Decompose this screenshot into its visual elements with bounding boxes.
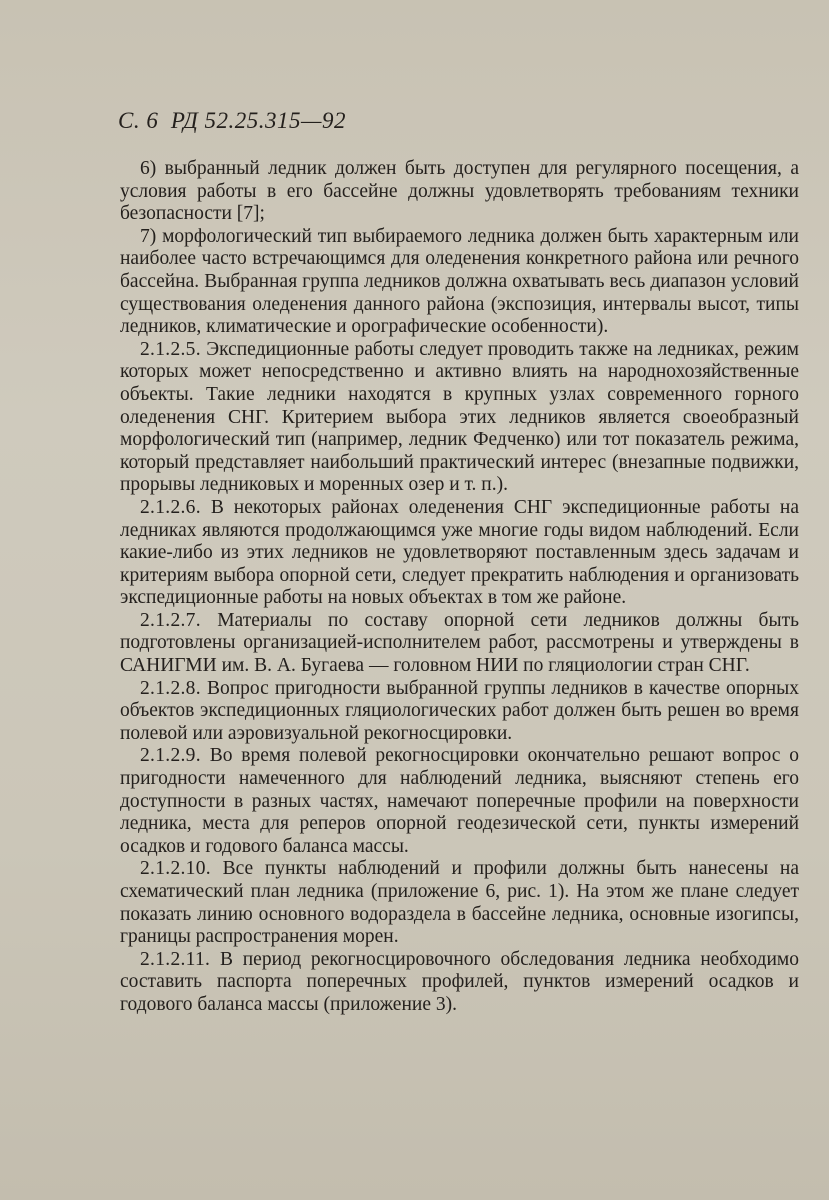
document-code: РД 52.25.315—92 <box>170 108 346 133</box>
section-number: 2.1.2.6. <box>140 496 201 518</box>
list-item-6 <box>120 158 799 226</box>
list-item-7 <box>120 226 799 339</box>
paragraph-text: В период рекогносцировочного обследования ледника необходимо составить паспорта поперечных профилей, пунктов измерений осадков и годового баланса массы (приложение 3). <box>120 948 799 1015</box>
body-text <box>120 158 799 1017</box>
paragraph-text: Экспедиционные работы следует проводить также на ледниках, режим которых может непосредственно и активно влиять на народнохозяйственные объекты. Такие ледники находятся в крупных узлах современного горного оледенения СНГ. Критерием выбора этих ледников является своеобразный морфологический тип (например, ледник Федченко) или тот показатель режима, который представляет наибольший практический интерес (внезапные подвижки, прорывы ледниковых и моренных озер и т. п.). <box>120 338 799 496</box>
section-2-1-2-10 <box>120 858 799 948</box>
section-number: 2.1.2.10. <box>140 858 211 880</box>
paragraph-text: В некоторых районах оледенения СНГ экспедиционные работы на ледниках являются продолжающимся уже многие годы видом наблюдений. Если какие-либо из этих ледников не удовлетворяют поставленным здесь задачам и критериям выбора опорной сети, следует прекратить наблюдения и организовать экспедиционные работы на новых объектах в том же районе. <box>120 496 799 609</box>
section-number: 2.1.2.8. <box>140 677 201 699</box>
section-number: 2.1.2.5. <box>140 338 201 360</box>
paragraph-text: Все пункты наблюдений и профили должны быть нанесены на схематический план ледника (приложение 6, рис. 1). На этом же плане следует показать линию основного водораздела в бассейне ледника, основные изогипсы, границы распространения морен. <box>120 858 800 948</box>
section-number: 2.1.2.11. <box>140 948 211 970</box>
section-2-1-2-8 <box>120 678 799 746</box>
section-2-1-2-5 <box>120 339 799 497</box>
section-number: 2.1.2.7. <box>140 609 201 631</box>
section-2-1-2-9 <box>120 745 799 858</box>
page-number: С. 6 <box>118 108 159 133</box>
section-2-1-2-6 <box>120 497 799 610</box>
section-2-1-2-7 <box>120 610 799 678</box>
section-number: 2.1.2.9. <box>140 745 201 767</box>
paragraph-text: Во время полевой рекогносцировки окончательно решают вопрос о пригодности намеченного для наблюдений ледника, выясняют степень его доступности в разных частях, намечают поперечные профили на поверхности ледника, места для реперов опорной геодезической сети, пункты измерений осадков и годового баланса массы. <box>120 745 800 857</box>
paragraph-text: Вопрос пригодности выбранной группы ледников в качестве опорных объектов экспедиционных гляциологических работ должен быть решен во время полевой или аэровизуальной рекогносцировки. <box>120 677 799 744</box>
page-header <box>118 108 799 134</box>
paragraph-text: 7) морфологический тип выбираемого ледника должен быть характерным или наиболее часто встречающимся для оледенения конкретного района или речного бассейна. Выбранная группа ледников должна охватывать весь диапазон условий существования оледенения данного района (экспозиция, интервалы высот, типы ледников, климатические и орографические особенности). <box>120 225 799 338</box>
paragraph-text: 6) выбранный ледник должен быть доступен для регулярного посещения, а условия работы в его бассейне должны удовлетворять требованиям техники безопасности [7]; <box>120 158 799 225</box>
paragraph-text: Материалы по составу опорной сети ледников должны быть подготовлены организацией-исполнителем работ, рассмотрены и утверждены в САНИГМИ им. В. А. Бугаева — головном НИИ по гляциологии стран СНГ. <box>120 609 799 677</box>
section-2-1-2-11 <box>120 949 799 1017</box>
